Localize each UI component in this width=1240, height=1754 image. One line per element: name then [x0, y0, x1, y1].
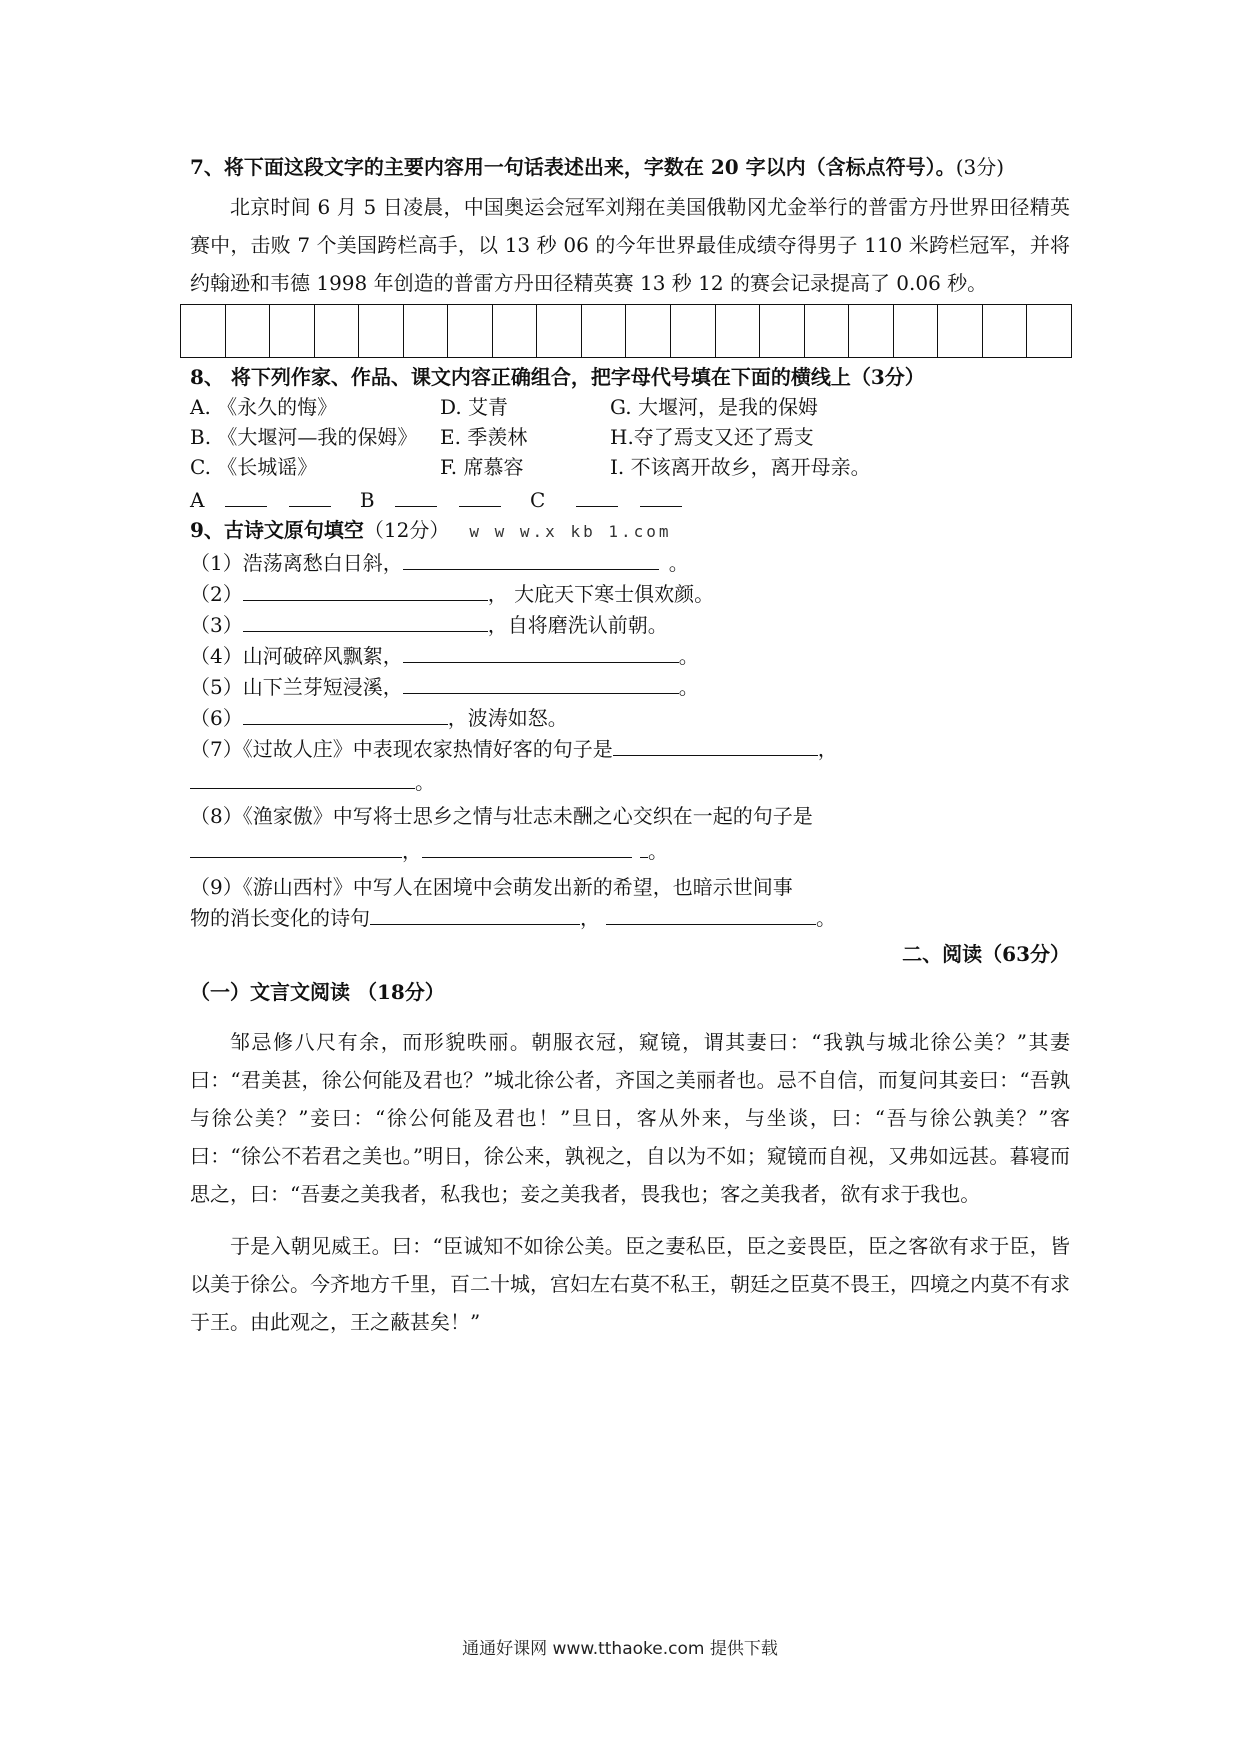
q7-grid-cell[interactable] — [671, 305, 716, 357]
q9-item-7 — [190, 733, 1070, 764]
q8-option: F. 席慕容 — [440, 455, 524, 479]
q9-score: （12分） — [363, 518, 450, 542]
q9-item-3 — [190, 609, 1070, 640]
q7-grid-cell[interactable] — [315, 305, 360, 357]
q9-item-7-text: （7）《过故人庄》中表现农家热情好客的句子是 — [190, 737, 613, 761]
q8-blank-c2[interactable] — [640, 484, 682, 507]
q9-item-6-tail: ，波涛如怒。 — [447, 706, 568, 730]
q9-blank-5[interactable] — [403, 671, 679, 694]
q7-grid-cell[interactable] — [849, 305, 894, 357]
q9-item-3-tail: ，自将磨洗认前朝。 — [487, 613, 668, 637]
q7-score: (3分) — [955, 155, 1005, 179]
q8-option: E. 季羡林 — [440, 425, 528, 449]
q9-item-9 — [190, 872, 1070, 902]
exam-page — [190, 150, 1070, 1341]
q9-item-8-text: （8）《渔家傲》中写将士思乡之情与壮志未酬之心交织在一起的句子是 — [190, 804, 813, 828]
q7-grid-cell[interactable] — [582, 305, 627, 357]
q7-grid-cell[interactable] — [359, 305, 404, 357]
q9-blank-9a[interactable] — [370, 902, 580, 925]
q9-blank-8a[interactable] — [190, 835, 402, 858]
q9-item-1-end: 。 — [668, 551, 689, 575]
q7-grid-cell[interactable] — [716, 305, 761, 357]
q7-grid-cell[interactable] — [404, 305, 449, 357]
q7-grid-cell[interactable] — [181, 305, 226, 357]
section-2-subtitle: （一）文言文阅读 （18分） — [190, 980, 445, 1004]
q7-grid-cell[interactable] — [805, 305, 850, 357]
q9-blank-3[interactable] — [243, 609, 488, 632]
q9-item-9-text: （9）《游山西村》中写人在困境中会萌发出新的希望，也暗示世间事 — [190, 875, 793, 899]
q9-blank-7b[interactable] — [190, 766, 415, 789]
page-footer: 通通好课网 www.tthaoke.com 提供下载 — [462, 1639, 778, 1659]
q8-answer-line — [190, 484, 1070, 515]
q8-option: I. 不该离开故乡，离开母亲。 — [610, 455, 871, 479]
q8-option: C. 《长城谣》 — [190, 455, 318, 479]
q9-item-6 — [190, 702, 1070, 733]
q7-grid-cell[interactable] — [983, 305, 1028, 357]
q9-item-8 — [190, 801, 1070, 831]
q7-grid-cell[interactable] — [270, 305, 315, 357]
q9-title — [190, 515, 1070, 547]
q7-grid-cell[interactable] — [626, 305, 671, 357]
q9-item-7-cont — [190, 766, 1070, 797]
q9-blank-4[interactable] — [403, 640, 679, 663]
section-2-title: 二、阅读（63分） — [902, 942, 1070, 966]
q9-item-7-comma: ， — [817, 737, 838, 761]
q8-option: H.夺了焉支又还了焉支 — [610, 425, 814, 449]
q9-item-2-text: （2） — [190, 582, 243, 606]
classical-passage-2: 于是入朝见威王。曰：“臣诚知不如徐公美。臣之妻私臣，臣之妾畏臣，臣之客欲有求于臣，皆以美于徐公。今齐地方千里，百二十城，宫妇左右莫不私王，朝廷之臣莫不畏王，四境之内莫不有求于王。由此观之，王之蔽甚矣！” — [190, 1234, 1070, 1334]
q8-option-row — [190, 422, 1070, 452]
q9-item-3-text: （3） — [190, 613, 243, 637]
q9-item-5-text: （5）山下兰芽短浸溪， — [190, 675, 403, 699]
q9-title-text: 9、古诗文原句填空 — [190, 518, 364, 542]
q7-grid-cell[interactable] — [1027, 305, 1071, 357]
q9-item-5 — [190, 671, 1070, 702]
q7-grid-cell[interactable] — [894, 305, 939, 357]
classical-passage-1: 邹忌修八尺有余，而形貌昳丽。朝服衣冠，窥镜，谓其妻曰：“我孰与城北徐公美？”其妻曰：“君美甚，徐公何能及君也？”城北徐公者，齐国之美丽者也。忌不自信，而复问其妾曰：“吾孰与徐公美？”妾曰：“徐公何能及君也！”旦日，客从外来，与坐谈，曰：“吾与徐公孰美？”客曰：“徐公不若君之美也。”明日，徐公来，孰视之，自以为不如；窥镜而自视，又弗如远甚。暮寝而思之，曰：“吾妻之美我者，私我也；妾之美我者，畏我也；客之美我者，欲有求于我也。 — [190, 1030, 1070, 1206]
q9-item-2 — [190, 578, 1070, 609]
q8-letter-c: C — [530, 488, 546, 512]
q8-letter-b: B — [359, 488, 375, 512]
q7-passage: 北京时间 6 月 5 日凌晨，中国奥运会冠军刘翔在美国俄勒冈尤金举行的普雷方丹世界田径精英赛中，击败 7 个美国跨栏高手，以 13 秒 06 的今年世界最佳成绩夺得男子 110 米跨栏冠军，并将约翰逊和韦德 1998 年创造的普雷方丹田径精英赛 13 秒 12 的赛会记录提高了 0.06 秒。 — [190, 195, 1070, 295]
q9-item-8-cont — [190, 835, 1070, 866]
q9-item-9-cont — [190, 902, 1070, 933]
q9-item-4-text: （4）山河破碎风飘絮， — [190, 644, 403, 668]
q7-grid-cell[interactable] — [448, 305, 493, 357]
q9-item-5-end: 。 — [678, 675, 699, 699]
q9-blank-8c[interactable] — [640, 835, 648, 858]
watermark-text: w w w.x kb 1.com — [469, 522, 672, 541]
q7-grid-cell[interactable] — [537, 305, 582, 357]
q9-blank-1[interactable] — [403, 547, 659, 570]
q8-letter-a: A — [190, 488, 205, 512]
q9-item-9-comma: ， — [580, 906, 600, 930]
q7-grid-cell[interactable] — [760, 305, 805, 357]
q7-answer-grid[interactable] — [180, 304, 1072, 358]
q8-option: B. 《大堰河—我的保姆》 — [190, 425, 418, 449]
q8-blank-a1[interactable] — [225, 484, 267, 507]
q9-item-9-end: 。 — [816, 906, 836, 930]
q8-option: A. 《永久的悔》 — [190, 395, 338, 419]
q9-item-2-tail: ， 大庇天下寒士俱欢颜。 — [487, 582, 715, 606]
q9-item-7-end: 。 — [415, 770, 435, 794]
q8-option: D. 艾青 — [440, 395, 509, 419]
q9-item-9-text-b: 物的消长变化的诗句 — [190, 906, 370, 930]
q8-blank-b1[interactable] — [395, 484, 437, 507]
q8-option-row — [190, 452, 1070, 482]
q7-title-text: 7、将下面这段文字的主要内容用一句话表述出来，字数在 20 字以内（含标点符号）。 — [190, 155, 956, 179]
q9-item-8-comma: ， — [402, 839, 422, 863]
q8-option: G. 大堰河，是我的保姆 — [610, 395, 818, 419]
q7-grid-cell[interactable] — [493, 305, 538, 357]
q7-grid-cell[interactable] — [226, 305, 271, 357]
q8-title: 8、 将下列作家、作品、课文内容正确组合，把字母代号填在下面的横线上（3分） — [190, 365, 925, 389]
q9-item-4 — [190, 640, 1070, 671]
q9-item-1-text: （1）浩荡离愁白日斜， — [190, 551, 403, 575]
q9-item-1 — [190, 547, 1070, 578]
q9-item-4-end: 。 — [678, 644, 699, 668]
q9-item-8-end: 。 — [648, 839, 668, 863]
q9-blank-8b[interactable] — [422, 835, 632, 858]
q7-grid-cell[interactable] — [938, 305, 983, 357]
q8-blank-a2[interactable] — [289, 484, 331, 507]
q9-blank-2[interactable] — [243, 578, 488, 601]
q9-blank-6[interactable] — [243, 702, 448, 725]
q9-blank-9b[interactable] — [606, 902, 816, 925]
q9-item-6-text: （6） — [190, 706, 243, 730]
q9-blank-7a[interactable] — [613, 733, 818, 756]
q8-blank-c1[interactable] — [576, 484, 618, 507]
q7-title — [190, 150, 1070, 184]
q8-option-row — [190, 392, 1070, 422]
q8-blank-b2[interactable] — [459, 484, 501, 507]
